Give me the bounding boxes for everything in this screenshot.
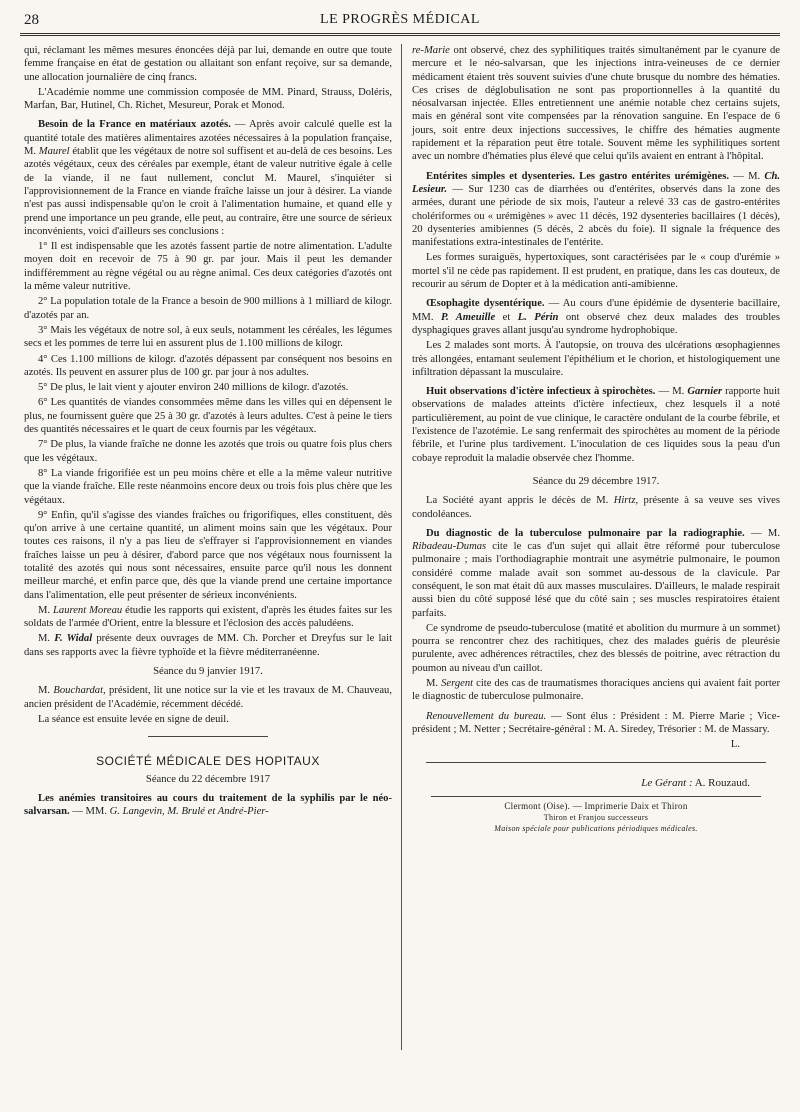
paragraph-text: M. [38, 633, 55, 645]
paragraph [24, 604, 392, 631]
paragraph: Les 2 malades sont morts. À l'autopsie, on trouva des ulcérations œsophagiennes très allongées, entamant seulement l'épithélium et le chorion, et histologiquement une infiltration dépassant la musculaire. [412, 340, 780, 378]
author-name: Hirtz [613, 495, 636, 507]
seance-date: Séance du 9 janvier 1917. [153, 666, 263, 678]
paragraph-text: — Au cours d'une épidémie de dysenterie bacillaire, MM. [412, 298, 780, 323]
author-name: P. Ameuille [440, 311, 496, 323]
author-name: Ribadeau-Dumas [412, 541, 487, 553]
paragraph [24, 632, 392, 659]
conclusion-item: 8° La viande frigorifiée est un peu moins chère et elle a la même valeur nutritive que la viande fraîche. Elle reste néanmoins encore deux ou trois fois plus chère que les végétaux. [24, 467, 392, 506]
conclusion-item: 2° La population totale de la France a besoin de 900 millions à 1 milliard de kilogr. d'azotés par an. [24, 296, 392, 321]
author-name: Sergent [441, 678, 474, 690]
paragraph [24, 684, 392, 711]
article-heading: Œsophagite dysentérique. [426, 298, 545, 310]
paragraph-text: cite le cas d'un sujet qui allait être réformé pour tuberculose pulmonaire ; mais l'orthodiagraphie montrait une asymétrie pulmonaire, le poumon considéré comme malade avait son sommet au-dessous de la clavicule. Par conséquent, le son mat était dû aux masses musculaires. D'ailleurs, le malade respirait aussi bien du côté supposé lésé que du côté sain ; ses muscles respiratoires étaient parfaits. [412, 541, 780, 619]
paragraph-text: — M. [729, 170, 765, 182]
conclusion-item: 6° Les quantités de viandes consommées même dans les villes qui en dépensent le plus, ne fournissent guère que 25 à 30 gr. d'azotés à leurs adultes. C'est à peine le tiers des quantités nécessaires et le quart de ceux fournis par les végétaux. [24, 397, 392, 436]
article-heading: Les anémies transitoires au cours du traitement de la syphilis par le néo-salvarsan. [24, 792, 392, 818]
author-name: Garnier [687, 386, 723, 398]
printer-successors: Thiron et Franjou successeurs [543, 812, 649, 822]
paragraph-text: , présente à sa veuve ses vives condoléances. [412, 495, 780, 520]
paragraph-text: établit que les végétaux de notre sol suffisent et au-delà de ces besoins. Les azotés végétaux, ceux des céréales par exemple, étant de valeur nutritive égale à celle de la viande, il ne faut nullement, conclut M. Maurel, s'inquiéter si l'approvisionnement de la France en viande fraîche laisse un jour à désirer. La viande n'est pas aussi indispensable qu'on le croit à l'alimentation humaine, et quand elle y prend une importance un peu grande, elle peut, au contraire, être une source de sérieux inconvénients, voici d'ailleurs ses conclusions : [24, 146, 392, 237]
gerant-line [412, 777, 780, 790]
paragraph-text: présente deux ouvrages de MM. Ch. Porcher et Dreyfus sur le lait dans ses rapports avec la fièvre typhoïde et la fièvre méditerranéenne. [24, 633, 393, 658]
paragraph-text: ont observé, chez des syphilitiques traités simultanément par le cyanure de mercure et le néo-salvarsan, que les injections intra-veineuses de ce dernier médicament étaient très souvent suivies d'une chute brusque du nombre des hématies. Ces crises de déglobulisation ne sont pas proportionnelles à la quantité du néosalvarsan injectée. Elles entretiennent une anémie notable chez certains sujets, mais en général sont vite compensées par la rénovation sanguine. En l'espace de 6 jours, soit entre deux injections successives, le chiffre des hématies augmente rapidement et la réparation peut être totale. Souvent même les syphilitiques sortent avec un nombre d'hématies plus élevé que celui qu'ils avaient en entrant à l'hôpital. [412, 45, 780, 163]
paragraph: La séance est ensuite levée en signe de deuil. [38, 713, 229, 725]
header-rule-second [20, 35, 780, 36]
paragraph [24, 118, 392, 238]
author-name: Bouchardat [53, 685, 104, 697]
journal-title: LE PROGRÈS MÉDICAL [320, 12, 480, 27]
conclusion-item: 3° Mais les végétaux de notre sol, à eux seuls, notamment les céréales, les légumes secs et les pommes de terre lui en assurent plus de 1.100 millions de kilogr. [24, 324, 392, 350]
gerant-name: A. Rouzaud. [694, 776, 750, 789]
conclusion-item: 9° Enfin, qu'il s'agisse des viandes fraîches ou frigorifiques, elles constituent, dès qu'on arrive à une certaine quantité, un aliment moins sain que les végétaux. Pour toutes ces raisons, il n'y a pas lieu de s'effrayer si l'approvisionnement en viandes fraîches laisse un peu à désirer, d'abord parce que nos végétaux nous fournissent la totalité des azotés qui nous sont nécessaires, ensuite parce qu'il nous les donnent meilleur marché, et enfin parce que, dès que la viande prend une certaine importance dans l'alimentation, elle peut présenter de sérieux inconvénients. [24, 509, 392, 601]
paragraph [412, 170, 780, 250]
paragraph-text: — M. [744, 527, 780, 539]
conclusion-item: 5° De plus, le lait vient y ajouter environ 240 millions de kilogr. d'azotés. [38, 382, 349, 394]
article-heading: Besoin de la France en matériaux azotés. [38, 119, 231, 131]
paragraph-text: La Société ayant appris le décès de M. [426, 495, 614, 507]
conclusion-item: 4° Ces 1.100 millions de kilogr. d'azotés dépassent par conséquent nos besoins en azotés. Ils peuvent en assurer plus de 100 gr. par jour à nos adultes. [24, 353, 392, 378]
author-name: re-Marie [412, 45, 450, 56]
paragraph-text: — Sont élus : Président : M. Pierre Marie ; Vice-président ; M. Netter ; Secrétaire-général : M. A. Siredey, Trésorier : M. de Massary. [412, 710, 780, 735]
conclusion-item: 1° Il est indispensable que les azotés fassent partie de notre alimentation. L'adulte moyen doit en recevoir de 75 à 90 gr. par jour. Mais il peut les demander indifféremment au règne végétal ou au règne animal. Ces deux catégories d'azotés ont la même valeur nutritive. [24, 241, 392, 293]
paragraph-text: — Sur 1230 cas de diarrhées ou d'entérites, observés dans la zone des armées, durant une période de six mois, l'auteur a relevé 33 cas de gastro-entérites cholériformes ou « urémigènes » avec 11 décès, 192 dysenteries bacillaires (1 décès), 20 dysenteries amibiennes (5 décès, 2 abcès du foie). Il signale la fréquence des manifestations extra-intestinales de l'entérite. [412, 183, 780, 249]
paragraph-text: , président, lit une notice sur la vie et les travaux de M. Chauveau, ancien président de l'Académie, récemment décédé. [24, 685, 393, 710]
author-name: Ch. Lesieur. [412, 170, 780, 195]
page-header [20, 10, 780, 30]
section-title: SOCIÉTÉ MÉDICALE DES HOPITAUX [96, 754, 320, 769]
paragraph [24, 792, 392, 819]
paragraph: qui, réclamant les mêmes mesures énoncées déjà par lui, demande en outre que toute femme française en état de gestation ou allaitant son enfant reçoive, sur sa demande, une allocation journalière de cinq francs. [24, 45, 392, 83]
author-name: Laurent Moreau [53, 604, 123, 616]
section-divider [148, 736, 268, 737]
paragraph [412, 44, 780, 164]
column-divider [401, 44, 402, 1050]
signature-initial: L. [730, 739, 740, 751]
author-name: G. Langevin, M. Brulé et André-Pier- [109, 806, 269, 818]
paragraph-text: — MM. [69, 806, 110, 818]
paragraph [412, 297, 780, 337]
footer-rule [431, 796, 761, 797]
seance-date: Séance du 29 décembre 1917. [532, 475, 660, 487]
conclusion-item: 7° De plus, la viande fraîche ne donne les azotés que trois ou quatre fois plus chers que les végétaux. [24, 439, 392, 464]
right-column [412, 44, 780, 834]
paragraph-text: ont observé chez deux malades des troubles dysphagiques graves allant jusqu'au syndrome hydrophobique. [412, 311, 780, 336]
printer-specialty: Maison spéciale pour publications périodiques médicales. [494, 823, 698, 833]
paragraph [412, 385, 780, 465]
paragraph-text: M. [426, 678, 442, 690]
paragraph: Les formes suraiguës, hypertoxiques, sont caractérisées par le « coup d'urémie » mortel s'il ne cède pas rapidement. Il est prudent, en pratique, dans les cas douteux, de recourir au sérum de Dopter et à la médication anti-amibienne. [412, 252, 780, 291]
paragraph [412, 527, 780, 620]
author-name: L. Périn [517, 311, 559, 323]
gerant-label: Le Gérant : [641, 776, 693, 789]
paragraph-text: M. [38, 685, 54, 697]
article-heading: Huit observations d'ictère infectieux à spirochètes. [426, 386, 656, 398]
section-divider [426, 762, 766, 763]
left-column [24, 44, 392, 820]
paragraph-text: étudie les rapports qui existent, d'après les études faites sur les soldats de l'armée d'Orient, entre la blessure et l'éclosion des accès paludéens. [24, 604, 392, 630]
paragraph-text: rapporte huit observations de malades atteints d'ictère infectieux, chez lesquels il a noté particulièrement, au point de vue clinique, le caractère ondulant de la courbe fébrile, et l'existence de l'azotémie. Le sang renfermait des spirochètes au moment de la période fébrile, et l'urine plus tardivement. L'inoculation de ces liquides sous la peau d'un cobaye reproduit la maladie observée chez l'homme. [412, 386, 780, 464]
paragraph-text: — M. [655, 386, 688, 398]
paragraph-text: M. [38, 604, 53, 616]
paragraph-text: et [495, 311, 518, 323]
author-name: Maurel [38, 146, 70, 158]
header-rule [20, 33, 780, 34]
paragraph [412, 494, 780, 521]
paragraph-text: cite des cas de traumatismes thoraciques anciens qui avaient fait porter le diagnostic de tuberculose pulmonaire. [412, 678, 781, 703]
paragraph: L'Académie nomme une commission composée de MM. Pinard, Strauss, Doléris, Marfan, Bar, Hutinel, Ch. Richet, Mesureur, Porak et Monod. [24, 86, 392, 112]
page-number: 28 [24, 12, 39, 28]
paragraph-text: — Après avoir calculé quelle est la quantité totale des matières alimentaires azotées nécessaires à la population française, M. [24, 119, 392, 158]
paragraph [412, 677, 780, 704]
author-name: F. Widal [54, 633, 93, 645]
paragraph [412, 710, 780, 737]
article-heading: Du diagnostic de la tuberculose pulmonaire par la radiographie. [426, 527, 745, 539]
paragraph: Ce syndrome de pseudo-tuberculose (matité et abolition du murmure à un sommet) pourra se rencontrer chez des rachitiques, chez des malades guéris de pleurésie purulente, avec adhérences rétractiles, chez des blessés de poitrine, avec rétraction du poumon au niveau d'un caillot. [412, 622, 780, 674]
seance-date: Séance du 22 décembre 1917 [145, 773, 271, 785]
article-heading: Renouvellement du bureau. [426, 710, 547, 722]
printer-imprint: Clermont (Oise). — Imprimerie Daix et Thiron [504, 800, 688, 811]
article-heading: Entérites simples et dysenteries. Les gastro entérites urémigènes. [426, 170, 730, 182]
